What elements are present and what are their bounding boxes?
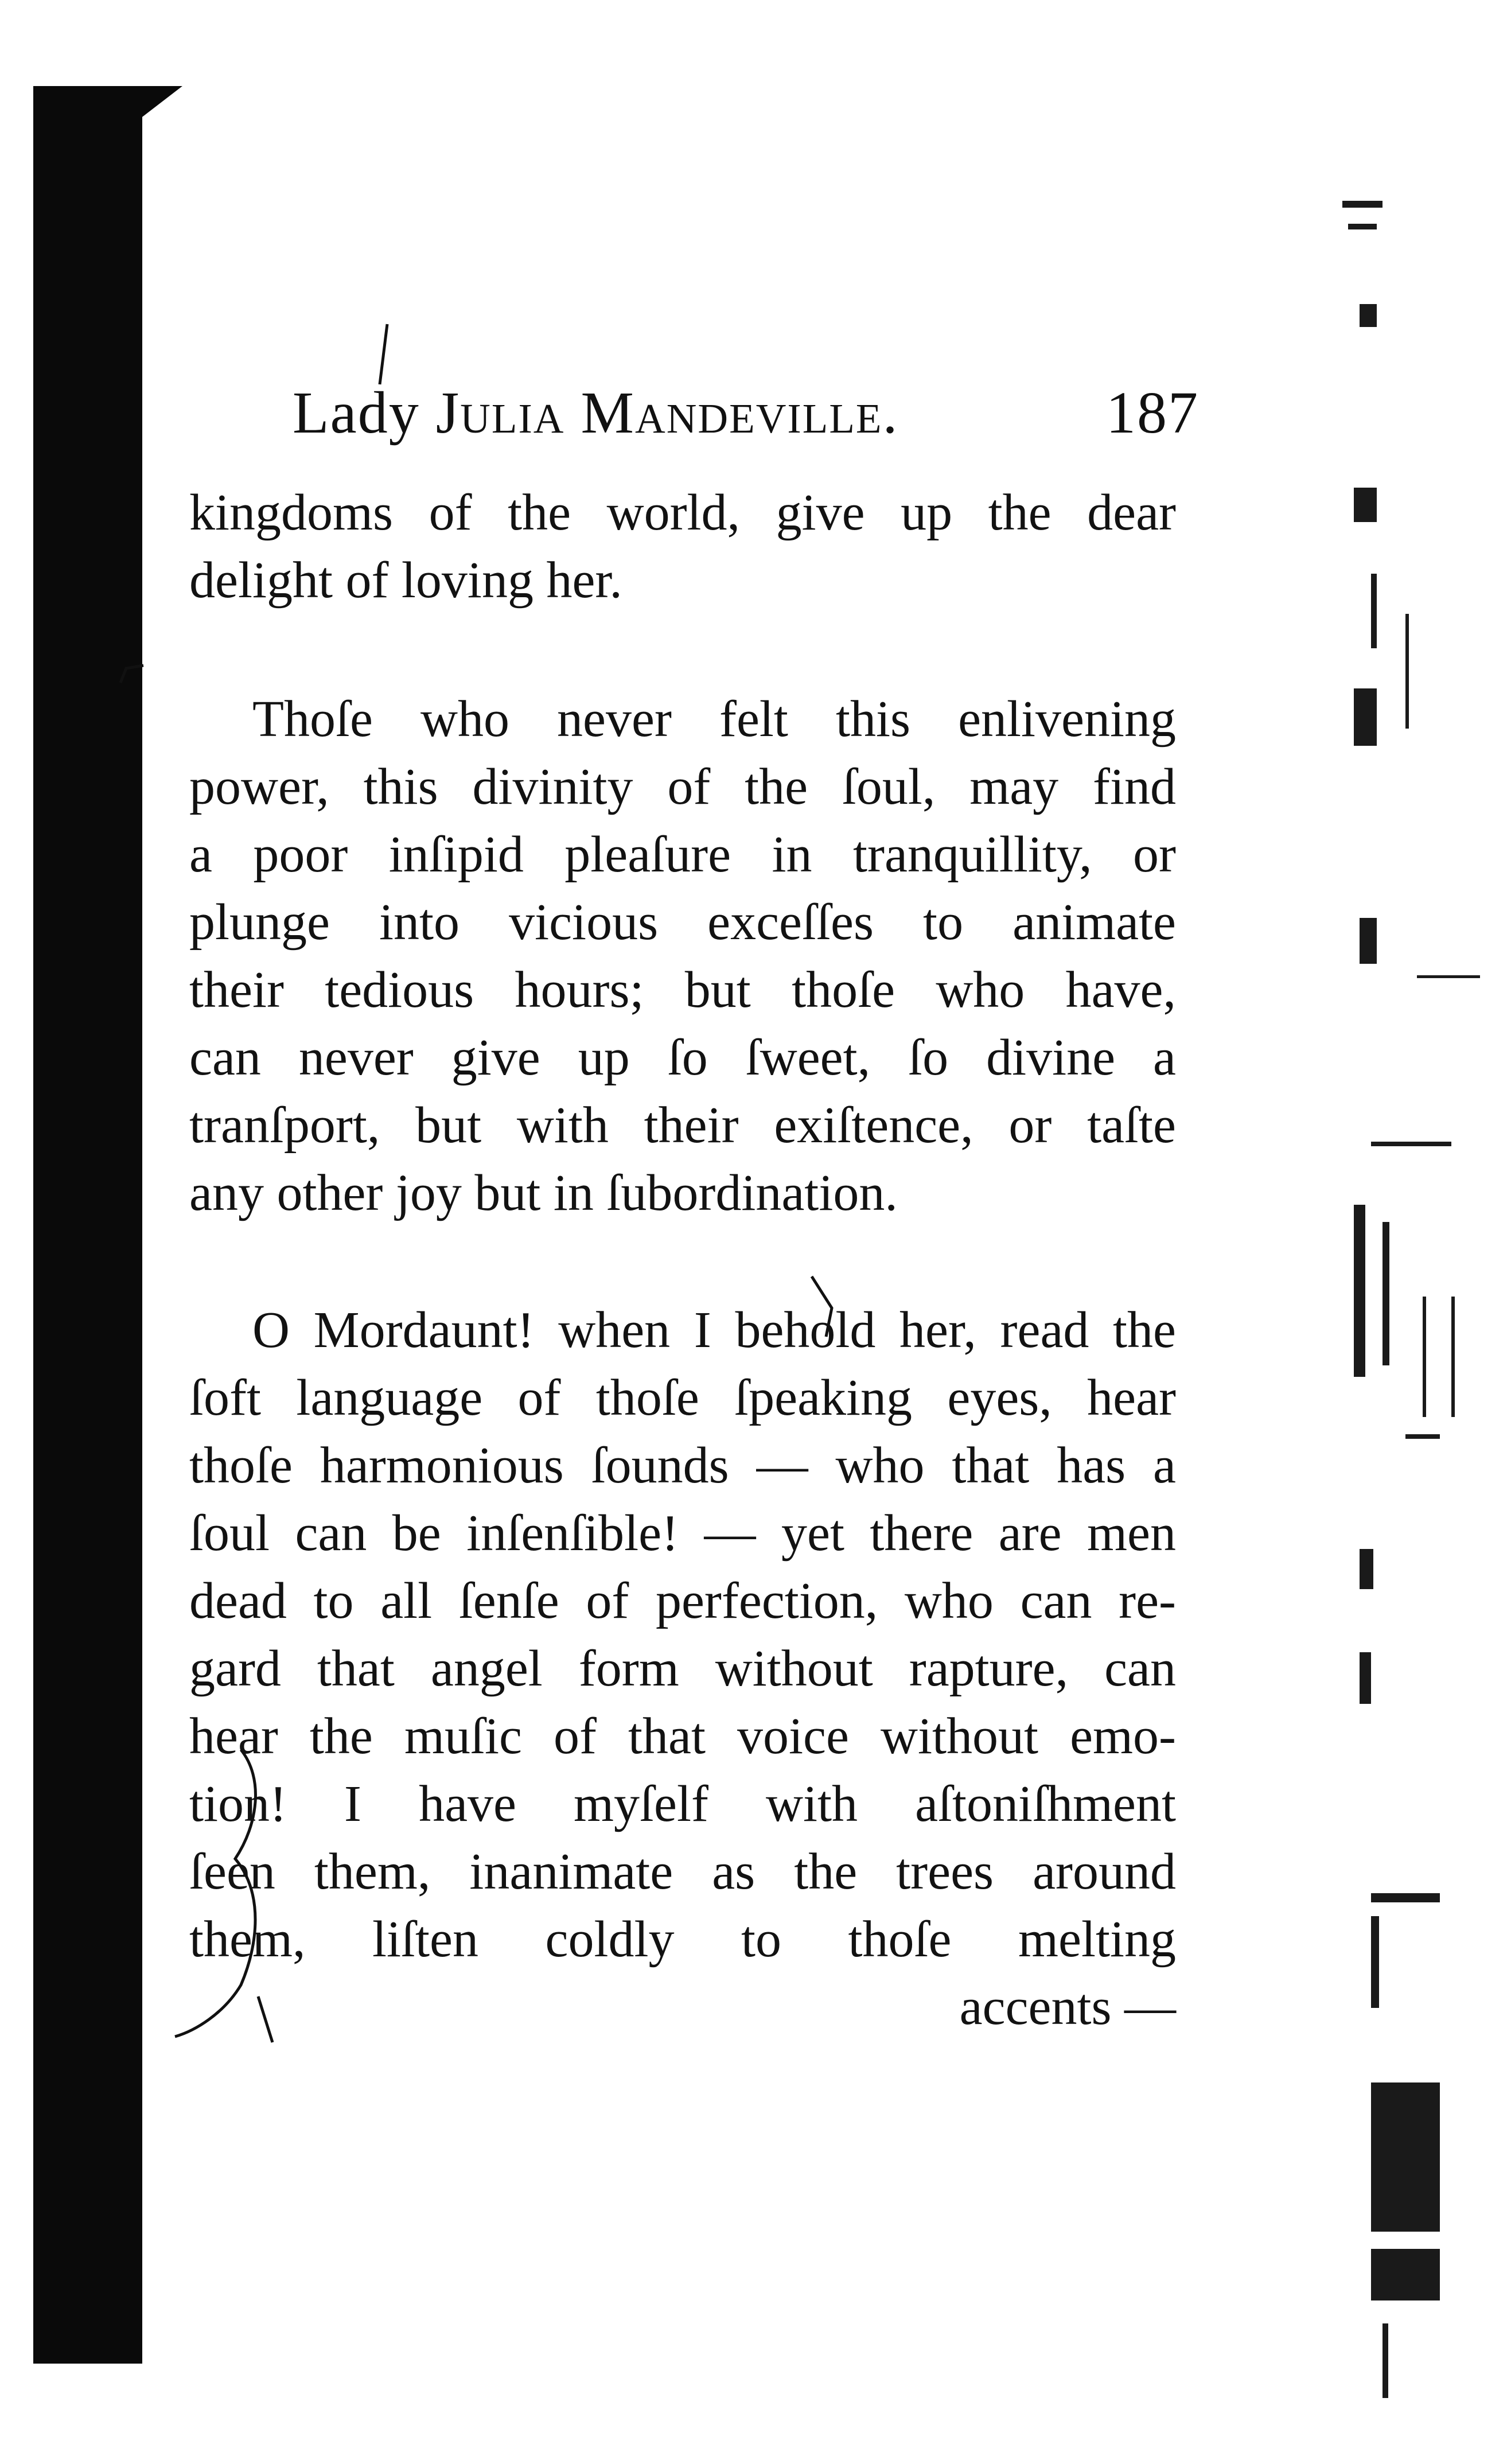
text-line: ſoft language of thoſe ſpeaking eyes, hear — [189, 1369, 1176, 1426]
title-name-first: Julia — [435, 380, 565, 446]
scan-edge-noise — [1337, 115, 1486, 2352]
title-prefix: Lady — [293, 380, 436, 446]
text-line: any other joy but in ſubordination. — [189, 1165, 898, 1221]
text-line: a poor inſipid pleaſure in tranquillity, or — [189, 826, 1176, 883]
text-line: kingdoms of the world, give up the dear — [189, 484, 1176, 541]
running-header — [293, 379, 1199, 453]
text-line: delight of loving her. — [189, 552, 622, 609]
pen-insert-mark — [809, 1274, 849, 1342]
text-line: hear the muſic of that voice without emo- — [189, 1708, 1176, 1765]
page-number: 187 — [1106, 380, 1199, 446]
text-line: O Mordaunt! when I behold her, read the — [252, 1302, 1176, 1358]
paragraph-2 — [189, 686, 1176, 1227]
text-line: tranſport, but with their exiſtence, or taſte — [189, 1097, 1176, 1154]
pen-bracket-mark — [172, 1744, 298, 2054]
text-line: gard that angel form without rapture, can — [189, 1640, 1176, 1697]
text-line: dead to all ſenſe of perfection, who can re- — [189, 1572, 1176, 1629]
text-line: power, this divinity of the ſoul, may find — [189, 758, 1176, 815]
text-line: thoſe harmonious ſounds — who that has a — [189, 1437, 1176, 1494]
title-name-last: Mandeville — [581, 380, 883, 446]
title-suffix: . — [882, 380, 899, 446]
binding-shadow-top — [33, 86, 182, 120]
paragraph-1 — [189, 479, 1176, 614]
paragraph-3 — [189, 1297, 1176, 2041]
text-line: ſeen them, inanimate as the trees around — [189, 1843, 1176, 1900]
text-line: Thoſe who never felt this enlivening — [252, 691, 1176, 748]
text-line: can never give up ſo ſweet, ſo divine a — [189, 1029, 1176, 1086]
text-line: ſoul can be inſenſible! — yet there are men — [189, 1505, 1176, 1562]
pen-tick-mark — [373, 321, 396, 390]
text-line: them, liſten coldly to thoſe melting — [189, 1911, 1176, 1968]
text-line: tion! I have myſelf with aſtoniſhment — [189, 1776, 1176, 1832]
pen-hook-mark — [118, 663, 146, 686]
text-line: plunge into vicious exceſſes to animate — [189, 894, 1176, 951]
catchword: accents — — [959, 1979, 1176, 2035]
binding-shadow — [33, 92, 142, 2364]
text-line: their tedious hours; but thoſe who have, — [189, 962, 1176, 1018]
